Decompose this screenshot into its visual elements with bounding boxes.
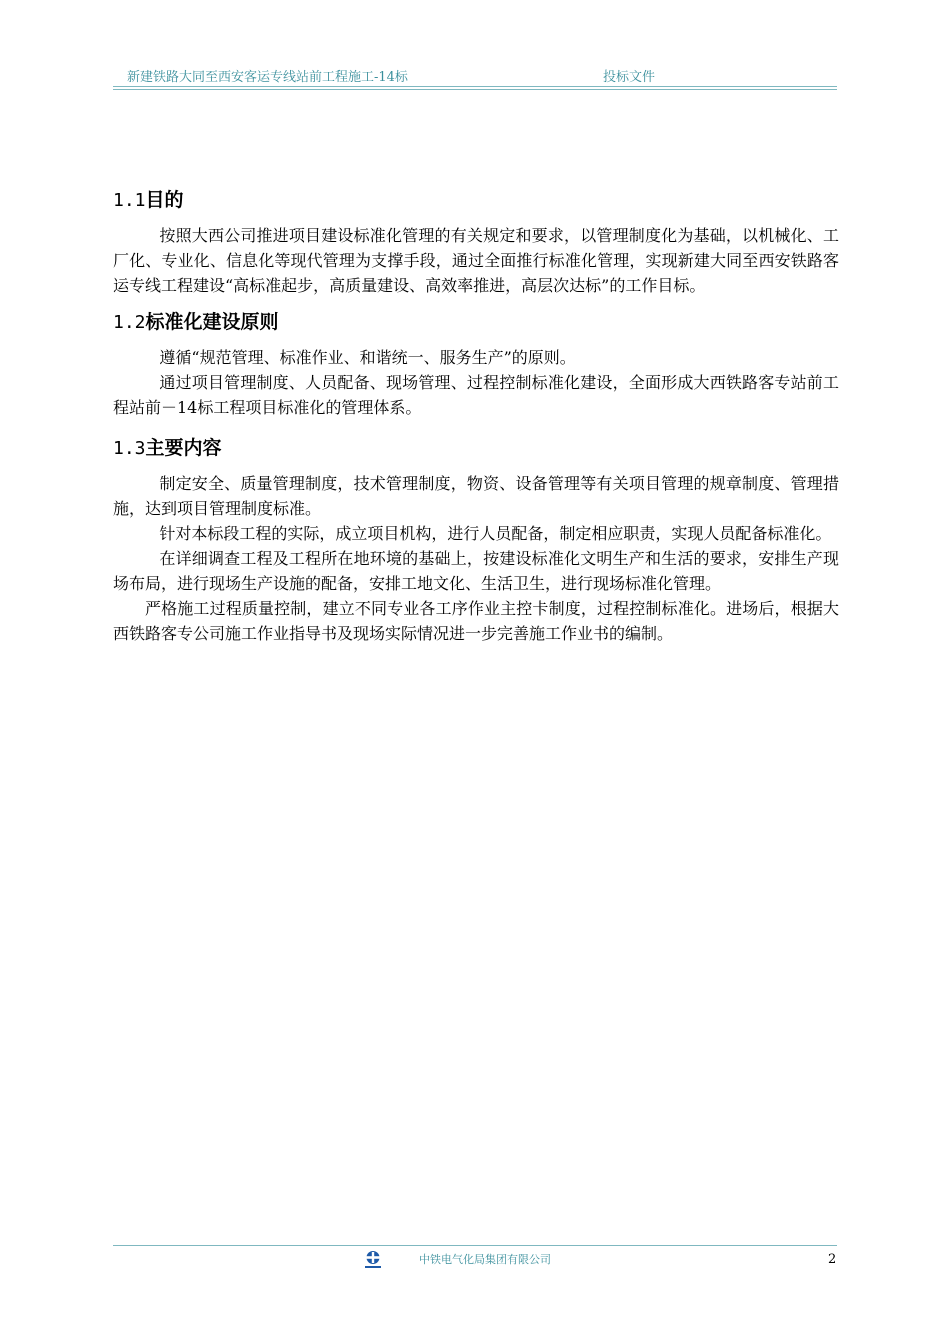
paragraph: 在详细调查工程及工程所在地环境的基础上，按建设标准化文明生产和生活的要求，安排生产现场布局，进行现场生产设施的配备，安排工地文化、生活卫生，进行现场标准化管理。 bbox=[113, 549, 839, 593]
paragraph: 遵循“规范管理、标准作业、和谐统一、服务生产”的原则。 bbox=[159, 348, 576, 367]
paragraph: 严格施工过程质量控制，建立不同专业各工序作业主控卡制度，过程控制标准化。进场后，根据大西铁路客专公司施工作业指导书及现场实际情况进一步完善施工作业书的编制。 bbox=[113, 599, 839, 643]
footer-company-name: 中铁电气化局集团有限公司 bbox=[419, 1253, 551, 1266]
page-number: 2 bbox=[828, 1252, 837, 1267]
section-number: 1.1 bbox=[113, 190, 146, 211]
paragraph: 按照大西公司推进项目建设标准化管理的有关规定和要求，以管理制度化为基础，以机械化、工厂化、专业化、信息化等现代管理为支撑手段，通过全面推行标准化管理，实现新建大同至西安铁路客运专线工程建设“高标准起步，高质量建设、高效率推进，高层次达标”的工作目标。 bbox=[113, 226, 839, 295]
header-project-title: 新建铁路大同至西安客运专线站前工程施工-14标 bbox=[127, 70, 408, 85]
crcc-logo-icon bbox=[362, 1250, 384, 1270]
paragraph: 制定安全、质量管理制度，技术管理制度，物资、设备管理等有关项目管理的规章制度、管理措施，达到项目管理制度标准。 bbox=[113, 474, 839, 518]
section-title: 主要内容 bbox=[145, 437, 222, 459]
section-title: 标准化建设原则 bbox=[145, 311, 279, 333]
header-rule-top bbox=[113, 86, 837, 87]
page-header bbox=[113, 66, 837, 86]
section-number: 1.3 bbox=[113, 438, 146, 459]
section-heading-1-2 bbox=[113, 308, 839, 337]
section-number: 1.2 bbox=[113, 312, 146, 333]
section-heading-1-3 bbox=[113, 434, 839, 463]
section-heading-1-1 bbox=[113, 186, 839, 215]
section-title: 目的 bbox=[145, 189, 184, 211]
paragraph: 针对本标段工程的实际，成立项目机构，进行人员配备，制定相应职责，实现人员配备标准化。 bbox=[159, 524, 832, 543]
header-rule-bottom bbox=[113, 89, 837, 90]
paragraph: 通过项目管理制度、人员配备、现场管理、过程控制标准化建设，全面形成大西铁路客专站前工程站前－14标工程项目标准化的管理体系。 bbox=[113, 373, 839, 417]
footer-rule bbox=[113, 1245, 837, 1246]
header-document-type: 投标文件 bbox=[603, 70, 656, 85]
document-body bbox=[113, 186, 839, 646]
